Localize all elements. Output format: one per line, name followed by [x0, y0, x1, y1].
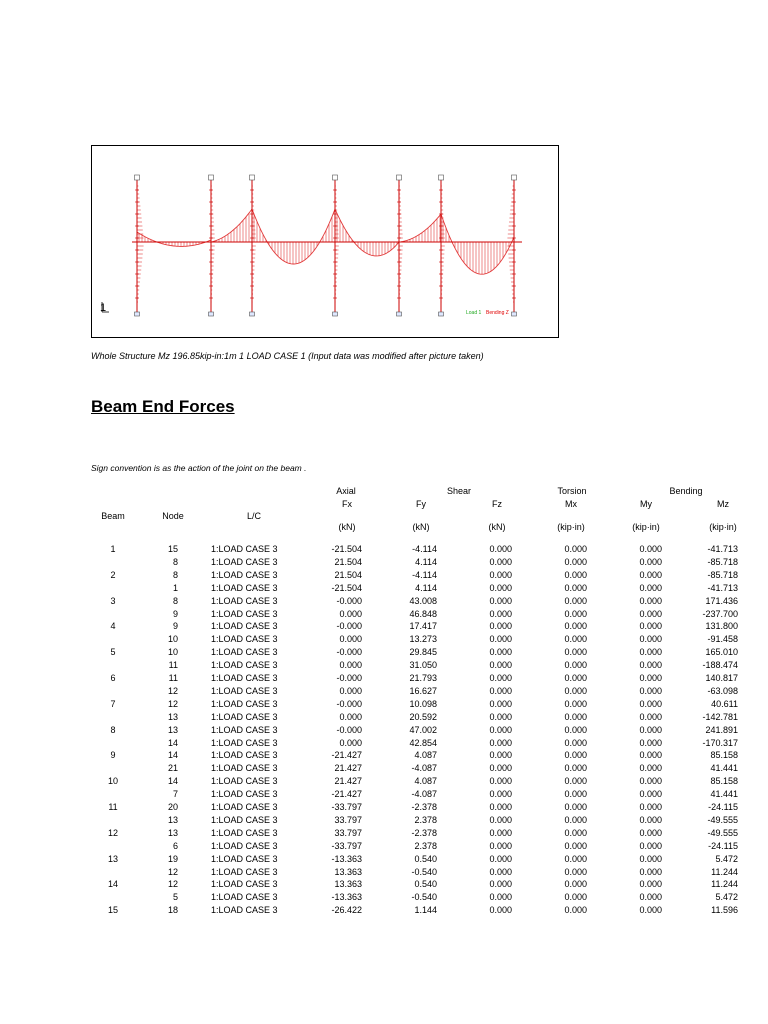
- cell-my: 0.000: [639, 647, 662, 658]
- cell-my: 0.000: [639, 905, 662, 916]
- cell-node: 12: [167, 879, 178, 890]
- cell-mx: 0.000: [564, 608, 587, 619]
- cell-my: 0.000: [639, 750, 662, 761]
- cell-beam: 7: [110, 698, 116, 709]
- cell-fx: 21.427: [334, 776, 362, 787]
- cell-fy: 31.050: [409, 660, 437, 671]
- cell-fz: 0.000: [489, 544, 512, 554]
- cell-mz: -91.458: [707, 634, 738, 645]
- cell-mz: -24.115: [708, 840, 738, 851]
- cell-mx: 0.000: [564, 814, 587, 825]
- cell-fy: 2.378: [414, 814, 437, 825]
- cell-fz: 0.000: [489, 621, 512, 632]
- cell-fz: 0.000: [489, 673, 512, 683]
- cell-fy: 0.540: [414, 853, 437, 864]
- cell-fy: 43.008: [409, 595, 437, 606]
- unit-my: (kip·in): [632, 522, 660, 532]
- cell-my: 0.000: [639, 866, 662, 877]
- cell-node: 10: [167, 634, 178, 645]
- cell-fx: -13.363: [331, 892, 362, 903]
- cell-fz: 0.000: [489, 905, 512, 916]
- cell-fx: -21.427: [331, 789, 362, 800]
- cell-fz: 0.000: [489, 608, 512, 619]
- cell-mx: 0.000: [564, 853, 587, 864]
- cell-fy: 1.144: [414, 905, 437, 916]
- cell-lc: 1:LOAD CASE 3: [211, 711, 278, 722]
- cell-mx: 0.000: [564, 737, 587, 748]
- cell-fz: 0.000: [489, 879, 512, 890]
- cell-lc: 1:LOAD CASE 3: [211, 621, 278, 632]
- cell-fz: 0.000: [489, 763, 512, 774]
- cell-lc: 1:LOAD CASE 3: [211, 866, 278, 877]
- header-mz: Mz: [717, 499, 729, 509]
- cell-beam: 9: [110, 750, 116, 761]
- header-lc: L/C: [246, 511, 262, 521]
- cell-my: 0.000: [639, 621, 662, 632]
- cell-node: 14: [167, 737, 178, 748]
- cell-mz: -237.700: [702, 608, 738, 619]
- cell-my: 0.000: [639, 879, 662, 890]
- cell-my: 0.000: [639, 892, 662, 903]
- cell-mx: 0.000: [564, 776, 587, 787]
- header-fy: Fy: [416, 499, 426, 509]
- cell-mz: -170.317: [702, 737, 738, 748]
- cell-fy: 42.854: [409, 737, 437, 748]
- cell-lc: 1:LOAD CASE 3: [211, 737, 278, 748]
- cell-fy: 29.845: [409, 647, 437, 658]
- cell-mx: 0.000: [564, 544, 587, 554]
- cell-lc: 1:LOAD CASE 3: [211, 905, 278, 916]
- cell-mz: 40.611: [711, 698, 738, 709]
- cell-node: 8: [172, 556, 178, 567]
- cell-lc: 1:LOAD CASE 3: [211, 556, 278, 567]
- cell-beam: 8: [110, 724, 116, 735]
- cell-mx: 0.000: [564, 840, 587, 851]
- cell-fy: 0.540: [414, 879, 437, 890]
- figure-caption: Whole Structure Mz 196.85kip-in:1m 1 LOAD CASE 1 (Input data was modified after picture taken): [91, 351, 484, 361]
- cell-mx: 0.000: [564, 698, 587, 709]
- cell-node: 12: [167, 866, 178, 877]
- cell-mz: 41.441: [710, 789, 738, 800]
- group-axial: Axial: [336, 486, 356, 496]
- cell-mz: 5.472: [715, 892, 738, 903]
- cell-my: 0.000: [639, 853, 662, 864]
- cell-mx: 0.000: [564, 621, 587, 632]
- cell-fz: 0.000: [489, 776, 512, 787]
- cell-node: 13: [167, 711, 178, 722]
- cell-fx: -0.000: [336, 595, 362, 606]
- unit-mz: (kip·in): [709, 522, 737, 532]
- group-shear: Shear: [446, 486, 472, 496]
- cell-my: 0.000: [639, 673, 662, 683]
- cell-my: 0.000: [639, 698, 662, 709]
- cell-mz: 5.472: [715, 853, 738, 864]
- cell-mx: 0.000: [564, 750, 587, 761]
- cell-lc: 1:LOAD CASE 3: [211, 827, 278, 838]
- cell-mz: 131.800: [705, 621, 738, 632]
- cell-fx: -26.422: [331, 905, 362, 916]
- cell-beam: 14: [107, 879, 119, 890]
- cell-mx: 0.000: [564, 789, 587, 800]
- cell-fx: 13.363: [334, 866, 362, 877]
- cell-mx: 0.000: [564, 569, 587, 580]
- bending-moment-diagram: [92, 146, 558, 337]
- cell-node: 12: [167, 685, 178, 696]
- cell-fz: 0.000: [489, 634, 512, 645]
- cell-node: 14: [167, 776, 178, 787]
- cell-beam: 4: [110, 621, 116, 632]
- cell-my: 0.000: [639, 802, 662, 812]
- legend-load-label: Load 1: [466, 310, 482, 316]
- cell-fy: 4.114: [415, 556, 437, 567]
- cell-beam: 5: [110, 647, 116, 658]
- cell-fx: -21.504: [331, 582, 362, 593]
- cell-fy: 46.848: [409, 608, 437, 619]
- cell-mz: 241.891: [705, 724, 738, 735]
- cell-fz: 0.000: [489, 582, 512, 593]
- cell-fx: -21.504: [331, 544, 362, 554]
- cell-mz: 11.244: [711, 879, 738, 890]
- cell-node: 6: [172, 840, 178, 851]
- cell-my: 0.000: [639, 763, 662, 774]
- cell-fz: 0.000: [489, 647, 512, 658]
- cell-fz: 0.000: [489, 556, 512, 567]
- cell-fy: -4.087: [411, 763, 437, 774]
- legend-type-label: Bending Z: [486, 310, 509, 316]
- cell-fz: 0.000: [489, 814, 512, 825]
- cell-fx: 33.797: [334, 827, 362, 838]
- cell-fz: 0.000: [489, 840, 512, 851]
- cell-fy: -4.114: [412, 569, 437, 580]
- cell-fy: 13.273: [409, 634, 437, 645]
- cell-my: 0.000: [639, 789, 662, 800]
- cell-fz: 0.000: [489, 660, 512, 671]
- cell-my: 0.000: [639, 776, 662, 787]
- cell-lc: 1:LOAD CASE 3: [211, 673, 278, 683]
- cell-lc: 1:LOAD CASE 3: [211, 776, 278, 787]
- cell-fz: 0.000: [489, 737, 512, 748]
- unit-fy: (kN): [412, 522, 430, 532]
- cell-lc: 1:LOAD CASE 3: [211, 608, 278, 619]
- cell-my: 0.000: [639, 595, 662, 606]
- cell-lc: 1:LOAD CASE 3: [211, 814, 278, 825]
- cell-mx: 0.000: [564, 711, 587, 722]
- cell-node: 9: [172, 608, 178, 619]
- cell-node: 8: [172, 595, 178, 606]
- cell-my: 0.000: [639, 569, 662, 580]
- cell-fx: -13.363: [331, 853, 362, 864]
- cell-my: 0.000: [639, 724, 662, 735]
- cell-lc: 1:LOAD CASE 3: [211, 698, 278, 709]
- cell-fy: -4.114: [412, 544, 437, 554]
- cell-beam: 6: [110, 673, 116, 683]
- cell-mz: -85.718: [707, 556, 738, 567]
- cell-mz: -49.555: [707, 827, 738, 838]
- cell-beam: 1: [110, 544, 116, 554]
- cell-mx: 0.000: [564, 892, 587, 903]
- cell-node: 18: [167, 905, 178, 916]
- cell-lc: 1:LOAD CASE 3: [211, 544, 278, 554]
- cell-fx: -21.427: [331, 750, 362, 761]
- cell-my: 0.000: [639, 608, 662, 619]
- cell-node: 13: [167, 814, 178, 825]
- cell-mz: -41.713: [707, 544, 738, 554]
- cell-fx: 13.363: [334, 879, 362, 890]
- cell-mx: 0.000: [564, 595, 587, 606]
- cell-mz: -24.115: [708, 802, 738, 812]
- cell-mx: 0.000: [564, 673, 587, 683]
- cell-lc: 1:LOAD CASE 3: [211, 569, 278, 580]
- cell-mz: -85.718: [707, 569, 738, 580]
- cell-mz: -49.555: [707, 814, 738, 825]
- cell-my: 0.000: [639, 840, 662, 851]
- cell-fy: 4.087: [414, 776, 437, 787]
- cell-node: 12: [167, 698, 178, 709]
- cell-mx: 0.000: [564, 582, 587, 593]
- cell-fy: 2.378: [414, 840, 437, 851]
- cell-fz: 0.000: [489, 789, 512, 800]
- cell-fx: 21.504: [334, 569, 362, 580]
- cell-node: 21: [167, 763, 178, 774]
- cell-mz: 41.441: [710, 763, 738, 774]
- cell-fx: -0.000: [336, 621, 362, 632]
- cell-mz: 11.244: [711, 866, 738, 877]
- cell-node: 1: [172, 582, 178, 593]
- cell-fx: 0.000: [339, 608, 362, 619]
- cell-fy: 10.098: [409, 698, 437, 709]
- cell-fx: 21.504: [334, 556, 362, 567]
- header-my: My: [640, 499, 652, 509]
- header-fz: Fz: [492, 499, 502, 509]
- cell-fy: 47.002: [409, 724, 437, 735]
- cell-node: 15: [167, 544, 178, 554]
- cell-fy: 16.627: [409, 685, 437, 696]
- cell-node: 13: [167, 724, 178, 735]
- cell-mx: 0.000: [564, 763, 587, 774]
- cell-mx: 0.000: [564, 802, 587, 812]
- cell-fx: -33.797: [331, 802, 362, 812]
- cell-fx: -0.000: [336, 698, 362, 709]
- cell-my: 0.000: [639, 582, 662, 593]
- cell-mx: 0.000: [564, 905, 587, 916]
- cell-beam: 15: [107, 905, 119, 916]
- cell-node: 11: [168, 673, 178, 683]
- unit-fz: (kN): [488, 522, 506, 532]
- sign-convention-note: Sign convention is as the action of the joint on the beam .: [91, 463, 307, 473]
- cell-node: 9: [172, 621, 178, 632]
- cell-fz: 0.000: [489, 827, 512, 838]
- cell-fx: 0.000: [339, 685, 362, 696]
- cell-mx: 0.000: [564, 660, 587, 671]
- cell-fz: 0.000: [489, 853, 512, 864]
- cell-my: 0.000: [639, 827, 662, 838]
- cell-lc: 1:LOAD CASE 3: [211, 892, 278, 903]
- cell-lc: 1:LOAD CASE 3: [211, 647, 278, 658]
- cell-fz: 0.000: [489, 569, 512, 580]
- cell-my: 0.000: [639, 685, 662, 696]
- cell-lc: 1:LOAD CASE 3: [211, 685, 278, 696]
- cell-my: 0.000: [639, 544, 662, 554]
- cell-fz: 0.000: [489, 750, 512, 761]
- cell-lc: 1:LOAD CASE 3: [211, 634, 278, 645]
- cell-fx: 21.427: [334, 763, 362, 774]
- header-mx: Mx: [565, 499, 577, 509]
- cell-fz: 0.000: [489, 892, 512, 903]
- cell-fy: 4.114: [415, 582, 437, 593]
- cell-mx: 0.000: [564, 724, 587, 735]
- cell-fz: 0.000: [489, 724, 512, 735]
- header-beam: Beam: [101, 511, 125, 521]
- cell-lc: 1:LOAD CASE 3: [211, 660, 278, 671]
- cell-node: 5: [172, 892, 178, 903]
- cell-fx: -0.000: [336, 673, 362, 683]
- cell-lc: 1:LOAD CASE 3: [211, 724, 278, 735]
- cell-lc: 1:LOAD CASE 3: [211, 582, 278, 593]
- cell-fx: 33.797: [334, 814, 362, 825]
- cell-beam: 2: [110, 569, 116, 580]
- cell-lc: 1:LOAD CASE 3: [211, 840, 278, 851]
- cell-lc: 1:LOAD CASE 3: [211, 595, 278, 606]
- cell-beam: 13: [107, 853, 119, 864]
- cell-mz: -41.713: [707, 582, 738, 593]
- cell-fy: 17.417: [409, 621, 437, 632]
- cell-mx: 0.000: [564, 879, 587, 890]
- cell-lc: 1:LOAD CASE 3: [211, 802, 278, 812]
- cell-my: 0.000: [639, 814, 662, 825]
- cell-mx: 0.000: [564, 634, 587, 645]
- header-fx: Fx: [342, 499, 352, 509]
- cell-node: 7: [172, 789, 178, 800]
- cell-fy: -2.378: [411, 827, 437, 838]
- cell-fy: -2.378: [411, 802, 437, 812]
- cell-mx: 0.000: [564, 866, 587, 877]
- cell-my: 0.000: [639, 634, 662, 645]
- cell-mz: 85.158: [710, 750, 738, 761]
- cell-my: 0.000: [639, 711, 662, 722]
- unit-mx: (kip·in): [557, 522, 585, 532]
- cell-fy: -0.540: [411, 866, 437, 877]
- cell-beam: 10: [107, 776, 119, 787]
- cell-lc: 1:LOAD CASE 3: [211, 879, 278, 890]
- cell-beam: 12: [107, 827, 119, 838]
- cell-lc: 1:LOAD CASE 3: [211, 750, 278, 761]
- cell-fx: 0.000: [339, 711, 362, 722]
- cell-fx: -0.000: [336, 724, 362, 735]
- cell-mx: 0.000: [564, 647, 587, 658]
- cell-beam: 11: [108, 802, 118, 812]
- cell-node: 19: [167, 853, 178, 864]
- cell-mz: 85.158: [710, 776, 738, 787]
- cell-lc: 1:LOAD CASE 3: [211, 763, 278, 774]
- cell-fx: 0.000: [339, 660, 362, 671]
- cell-fz: 0.000: [489, 595, 512, 606]
- cell-fz: 0.000: [489, 698, 512, 709]
- cell-node: 20: [167, 802, 178, 812]
- cell-fx: 0.000: [339, 634, 362, 645]
- cell-lc: 1:LOAD CASE 3: [211, 789, 278, 800]
- cell-mz: 11.596: [711, 905, 738, 916]
- unit-fx: (kN): [338, 522, 356, 532]
- cell-mx: 0.000: [564, 827, 587, 838]
- cell-mz: -63.098: [707, 685, 738, 696]
- cell-fx: 0.000: [339, 737, 362, 748]
- cell-fz: 0.000: [489, 711, 512, 722]
- cell-node: 8: [172, 569, 178, 580]
- cell-mz: 171.436: [705, 595, 738, 606]
- cell-mx: 0.000: [564, 556, 587, 567]
- cell-my: 0.000: [639, 556, 662, 567]
- cell-mz: 165.010: [705, 647, 738, 658]
- group-bending: Bending: [669, 486, 703, 496]
- cell-node: 14: [167, 750, 178, 761]
- cell-node: 10: [167, 647, 178, 658]
- cell-fz: 0.000: [489, 685, 512, 696]
- axis-glyph: 1: [100, 302, 107, 314]
- cell-fy: 20.592: [409, 711, 437, 722]
- cell-fy: 21.793: [409, 673, 437, 683]
- cell-node: 11: [168, 660, 178, 671]
- cell-lc: 1:LOAD CASE 3: [211, 853, 278, 864]
- group-torsion: Torsion: [557, 486, 587, 496]
- cell-mz: 140.817: [705, 673, 738, 683]
- cell-beam: 3: [110, 595, 116, 606]
- cell-mz: -142.781: [702, 711, 738, 722]
- cell-fz: 0.000: [489, 866, 512, 877]
- cell-fy: -0.540: [411, 892, 437, 903]
- cell-my: 0.000: [639, 660, 662, 671]
- cell-my: 0.000: [639, 737, 662, 748]
- cell-fx: -0.000: [336, 647, 362, 658]
- cell-fx: -33.797: [331, 840, 362, 851]
- moment-diagram-figure: [91, 145, 559, 338]
- cell-fz: 0.000: [489, 802, 512, 812]
- cell-mz: -188.474: [702, 660, 738, 671]
- cell-mx: 0.000: [564, 685, 587, 696]
- header-node: Node: [162, 511, 184, 521]
- cell-node: 13: [167, 827, 178, 838]
- cell-fy: -4.087: [411, 789, 437, 800]
- cell-fy: 4.087: [414, 750, 437, 761]
- section-title: Beam End Forces: [91, 397, 235, 416]
